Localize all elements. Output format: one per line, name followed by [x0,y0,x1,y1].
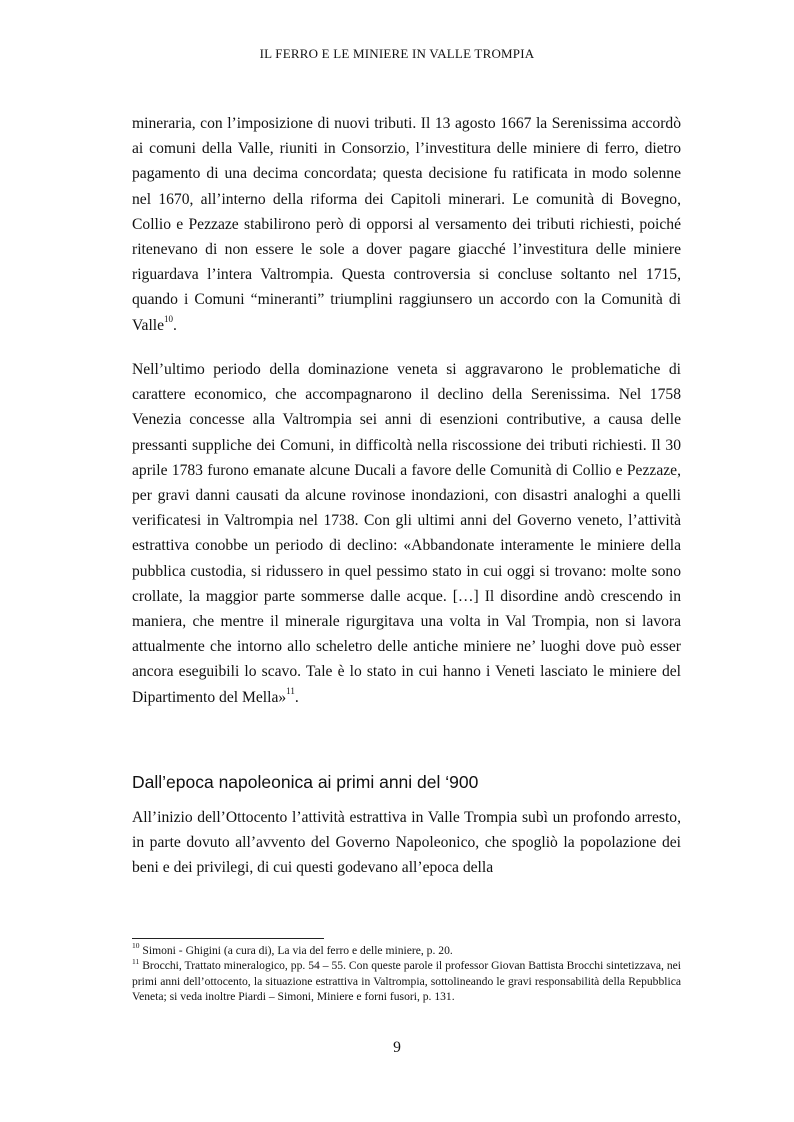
paragraph-text: mineraria, con l’imposizione di nuovi tributi. Il 13 agosto 1667 la Serenissima accordò ai comuni della Valle, riuniti in Consorzio, l’investitura delle miniere di ferro, dietro pagamento di una decima concordata; questa decisione fu ratificata in modo solenne nel 1670, all’interno della riforma dei Capitoli minerari. Le comunità di Bovegno, Collio e Pezzaze stabilirono però di opporsi al versamento dei tributi richiesti, poiché ritenevano di non essere le sole a dover pagare giacché l’investitura delle miniere riguardava l’intera Valtrompia. Questa controversia si concluse soltanto nel 1715, quando i Comuni “mineranti” triumplini raggiunsero un accordo con la Comunità di Valle [132,115,681,334]
paragraph-text: All’inizio dell’Ottocento l’attività estrattiva in Valle Trompia subì un profondo arresto, in parte dovuto all’avvento del Governo Napoleonico, che spogliò la popolazione dei beni e dei privilegi, di cui questi godevano all’epoca della [132,809,681,877]
footnote-11 [132,958,681,1004]
footnotes [132,943,681,1005]
footnote-10 [132,943,681,958]
footnote-number: 10 [132,941,140,951]
paragraph-end: . [173,316,177,334]
body-paragraph-2 [132,357,681,710]
footnote-text: Brocchi, Trattato mineralogico, pp. 54 – 55. Con queste parole il professor Giovan Battista Brocchi sintetizzava, nei primi anni dell’ottocento, la situazione estrattiva in Valtrompia, sottolineando le gravi responsabilità della Repubblica Veneta; si veda inoltre Piardi – Simoni, Miniere e forni fusori, p. 131. [132,959,681,1004]
footnote-text: Simoni - Ghigini (a cura di), La via del ferro e delle miniere, p. 20. [142,944,453,957]
page-number: 9 [393,1039,401,1056]
paragraph-text: Nell’ultimo periodo della dominazione veneta si aggravarono le problematiche di carattere economico, che accompagnarono il declino della Serenissima. Nel 1758 Venezia concesse alla Valtrompia sei anni di esenzioni contributive, a causa delle pressanti suppliche dei Comuni, in difficoltà nella riscossione dei tributi richiesti. Il 30 aprile 1783 furono emanate alcune Ducali a favore delle Comunità di Collio e Pezzaze, per gravi danni causati da alcune rovinose inondazioni, con disastri analoghi a quelli verificatesi in Valtrompia nel 1738. Con gli ultimi anni del Governo veneto, l’attività estrattiva conobbe un periodo di declino: «Abbandonate interamente le miniere della pubblica custodia, si ridussero in quel pessimo stato in cui oggi si trovano: molte sono crollate, la maggior parte sommerse dalle acque. […] Il disordine andò crescendo in maniera, che mentre il minerale rigurgitava una volta in Val Trompia, non si lavora attualmente che intorno allo scheletro delle antiche miniere ne’ luoghi dove può esser ancora eseguibili lo scavo. Tale è lo stato in cui hanno i Veneti lasciato le miniere del Dipartimento del Mella» [132,361,681,706]
section-heading: Dall’epoca napoleonica ai primi anni del ‘900 [132,772,479,792]
footnote-separator [132,938,324,939]
paragraph-end: . [294,688,299,706]
footnote-reference-11[interactable]: 11 [286,686,295,697]
running-header: IL FERRO E LE MINIERE IN VALLE TROMPIA [259,46,535,61]
body-paragraph-1 [132,111,681,338]
body-paragraph-3 [132,805,681,881]
footnote-number: 11 [132,956,140,966]
footnote-reference-10[interactable]: 10 [164,314,174,325]
